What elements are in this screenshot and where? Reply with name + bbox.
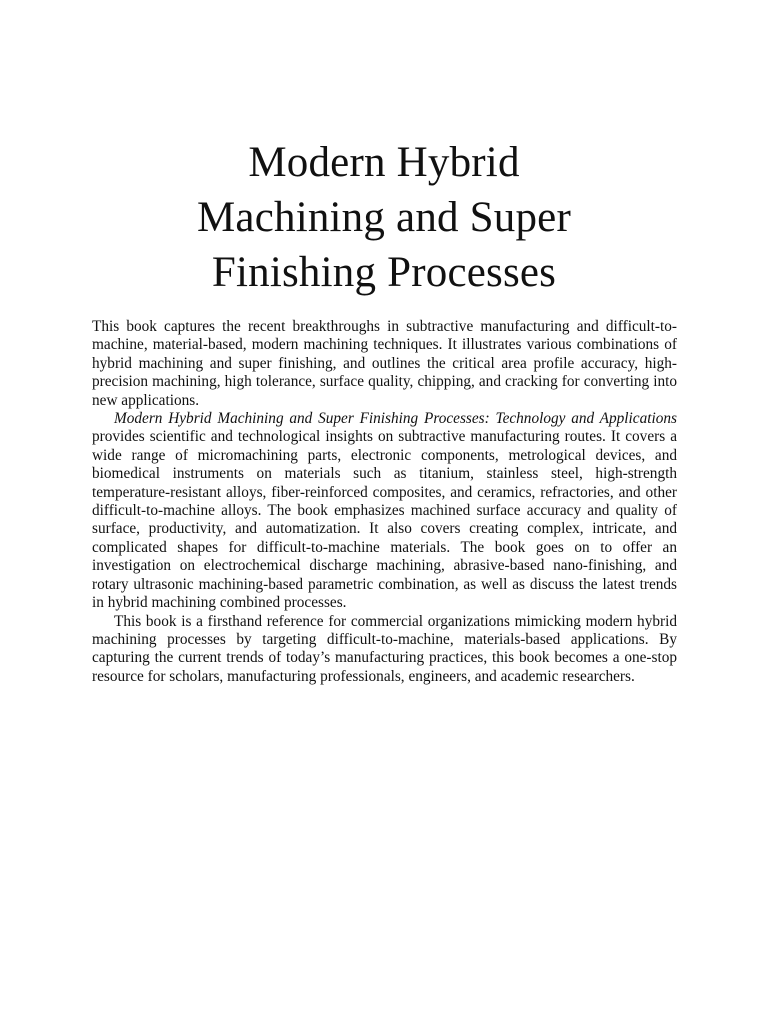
book-title	[92, 135, 676, 300]
description-paragraph-2-text: provides scientific and technological insights on subtractive manufacturing routes. It covers a wide range of micromachining parts, electronic components, metrological devices, and biomedical instruments on materials such as titanium, stainless steel, high-strength temperature-resistant alloys, fiber-reinforced composites, and ceramics, refractories, and other difficult-to-machine alloys. The book emphasizes machined surface accuracy and quality of surface, productivity, and automatization. It also covers creating complex, intricate, and complicated shapes for difficult-to-machine materials. The book goes on to offer an investigation on electrochemical discharge machining, abrasive-based nano-finishing, and rotary ultrasonic machining-based parametric combination, as well as discuss the latest trends in hybrid machining combined processes.	[92, 428, 677, 612]
title-line-1: Modern Hybrid	[248, 139, 520, 186]
title-line-2: Machining and Super	[196, 194, 571, 241]
title-line-3: Finishing Processes	[211, 249, 557, 296]
book-description	[92, 318, 677, 686]
description-paragraph-1: This book captures the recent breakthroughs in subtractive manufacturing and difficult-to-machine, material-based, modern machining techniques. It illustrates various combinations of hybrid machining and super finishing, and outlines the critical area profile accuracy, high-precision machining, high tolerance, surface quality, chipping, and cracking for converting into new applications.	[92, 318, 677, 409]
description-paragraph-3: This book is a firsthand reference for commercial organizations mimicking modern hybrid machining processes by targeting difficult-to-machine, materials-based applications. By capturing the current trends of today’s manufacturing practices, this book becomes a one-stop resource for scholars, manufacturing professionals, engineers, and academic researchers.	[92, 612, 677, 685]
book-full-title-italic: Modern Hybrid Machining and Super Finishing Processes: Technology and Applications	[114, 410, 677, 428]
description-paragraph-2	[92, 410, 677, 612]
